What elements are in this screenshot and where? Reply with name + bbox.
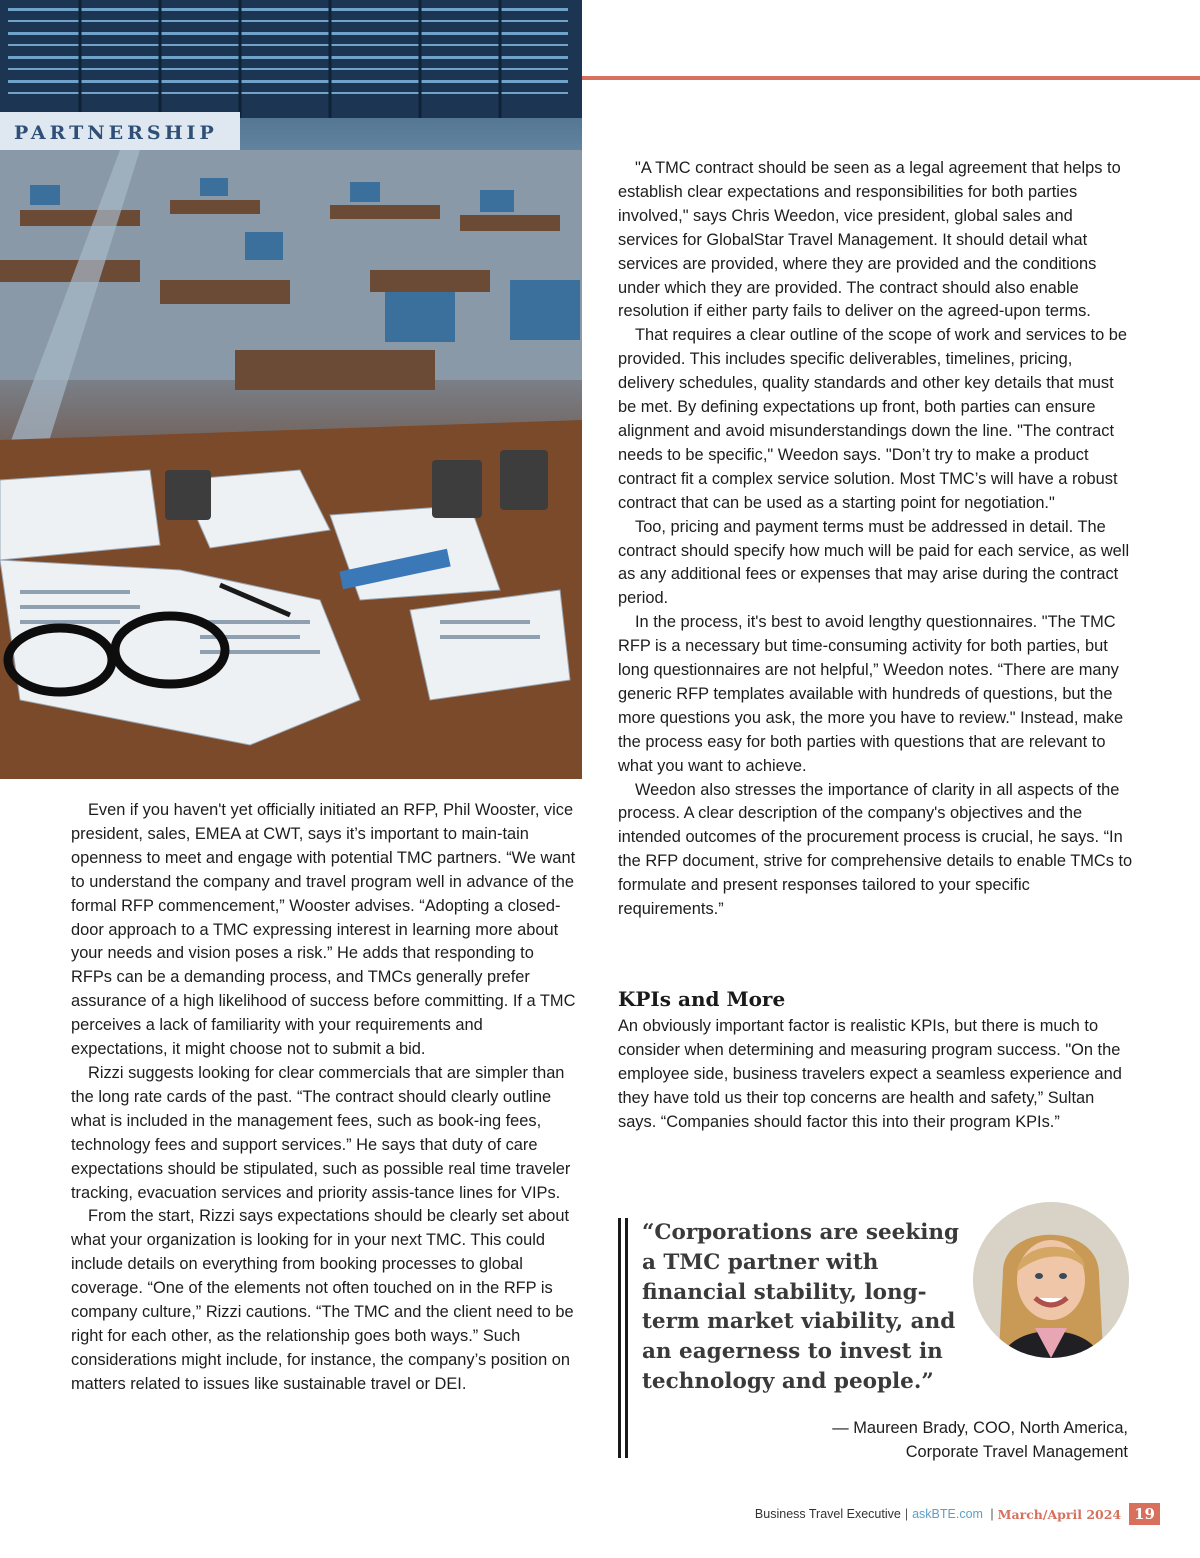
kpis-section <box>618 1015 1133 1135</box>
publication-name: Business Travel Executive <box>754 1507 901 1521</box>
paragraph: Weedon also stresses the importance of clarity in all aspects of the process. A clear description of the company's objectives and the intended outcomes of the procurement process is crucial, he says. “In the RFP document, strive for comprehensive details to enable TMCs to formulate and present responses tailored to your specific requirements.” <box>618 780 1133 919</box>
paragraph: From the start, Rizzi says expectations should be clearly set about what your organization is looking for in your next TMC. This could include details on everything from booking processes to global coverage. “One of the elements not often touched on in the RFP is company culture,” Rizzi cautions. “The TMC and the client need to be right for each other, as the relationship goes both ways.” Such considerations might include, for instance, the company’s position on matters related to issues like sustainable travel or DEI. <box>71 1207 574 1393</box>
section-heading: KPIs and More <box>618 987 786 1011</box>
right-column <box>618 157 1133 922</box>
site-link[interactable]: askBTE.com <box>912 1507 983 1521</box>
office-desk-illustration-icon <box>0 0 582 779</box>
page-footer: Business Travel Executive | askBTE.com | March/April 2024 19 <box>755 1502 1160 1526</box>
paragraph: Even if you haven't yet officially initiated an RFP, Phil Wooster, vice president, sales, EMEA at CWT, says it’s important to main-tain openness to meet and engage with potential TMC partners. “We want to understand the company and travel program well in advance of the formal RFP commencement,” Wooster advises. “Adopting a closed-door approach to a TMC expressing interest in learning more about your needs and vision poses a risk.” He adds that responding to RFPs can be a demanding process, and TMCs generally prefer assurance of a high likelihood of success before committing. If a TMC perceives a lack of familiarity with your requirements and expectations, it might choose not to submit a bid. <box>71 801 576 1059</box>
top-rule <box>582 76 1200 80</box>
pull-quote: “Corporations are seeking a TMC partner with financial stability, long-term market viability, and an eagerness to invest in technology and people.” <box>642 1220 960 1394</box>
paragraph: "A TMC contract should be seen as a legal agreement that helps to establish clear expectations and responsibilities for both parties involved," says Chris Weedon, vice president, global sales and services for GlobalStar Travel Management. It should detail what services are provided, where they are provided and the conditions under which they are provided. The contract should also enable resolution if either party fails to deliver on the agreed-upon terms. <box>618 159 1121 321</box>
attribution-line: — Maureen Brady, COO, North America, <box>832 1419 1128 1437</box>
paragraph: Too, pricing and payment terms must be addressed in detail. The contract should specify how much will be paid for each service, as well as any additional fees or expenses that may arise during the contract period. <box>618 517 1130 608</box>
hero-label: PARTNERSHIP <box>14 122 218 144</box>
attribution-line: Corporate Travel Management <box>905 1443 1128 1461</box>
hero-image <box>0 0 582 779</box>
quote-attribution <box>832 1416 1128 1464</box>
paragraph: An obviously important factor is realistic KPIs, but there is much to consider when determining and measuring program success. "On the employee side, business travelers expect a seamless experience and they have told us their top concerns are health and safety,” Sultan says. “Companies should factor this into their program KPIs.” <box>618 1017 1122 1131</box>
portrait-photo <box>973 1202 1129 1358</box>
paragraph: That requires a clear outline of the scope of work and services to be provided. This includes specific deliverables, timelines, pricing, delivery schedules, quality standards and other key details that must be met. By defining expectations up front, both parties can ensure alignment and avoid misunderstandings down the line. "The contract needs to be specific," Weedon says. "Don’t try to make a product contract fit a complex service solution. Most TMC’s will have a robust contract that can be used as a starting point for negotiation." <box>618 326 1127 512</box>
quote-bars <box>618 1218 630 1458</box>
page-number: 19 <box>1129 1503 1160 1525</box>
paragraph: Rizzi suggests looking for clear commercials that are simpler than the long rate cards of the past. “The contract should clearly outline what is included in the management fees, such as book-ing fees, technology fees and support services.” He says that duty of care expectations should be stipulated, such as possible real time traveler tracking, evacuation services and priority assis-tance lines for VIPs. <box>71 1063 571 1202</box>
issue-date: March/April 2024 <box>997 1506 1122 1522</box>
person-portrait-icon <box>973 1202 1129 1358</box>
paragraph: In the process, it's best to avoid lengthy questionnaires. "The TMC RFP is a necessary but time-consuming activity for both parties, but long questionnaires are not helpful,” Weedon notes. “There are many generic RFP templates available with hundreds of questions, but the more questions you ask, the more you have to review." Instead, make the process easy for both parties with questions that are relevant to what you want to achieve. <box>618 613 1124 775</box>
left-column <box>71 799 576 1397</box>
